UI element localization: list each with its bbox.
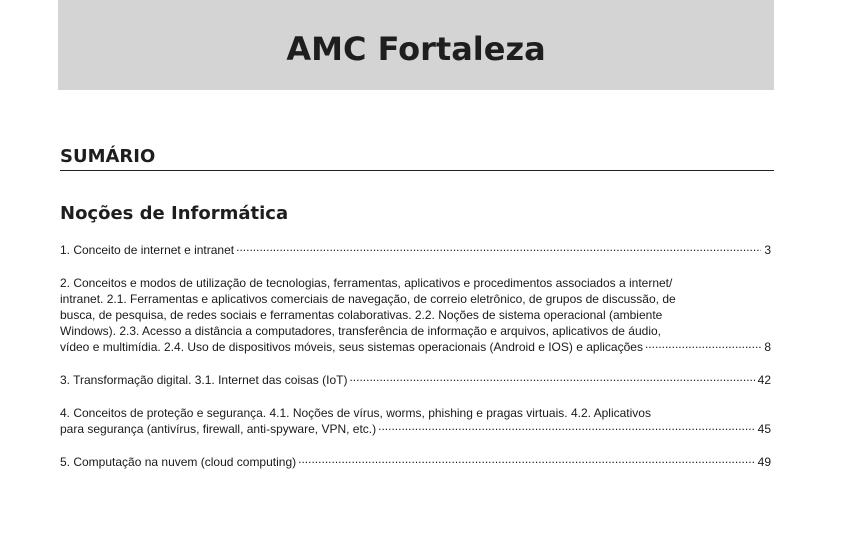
toc-entry-line: busca, de pesquisa, de redes sociais e ferramentas colaborativas. 2.2. Noções de sistema operacional (ambiente (60, 308, 663, 322)
toc-page-number: 8 (764, 340, 771, 354)
summary-heading-label: SUMÁRIO (60, 146, 156, 167)
toc-entry-text: vídeo e multimídia. 2.4. Uso de dispositivos móveis, seus sistemas operacionais (Android e IOS) e aplicações (60, 340, 643, 354)
toc-entry[interactable] (60, 275, 771, 355)
section-title: Noções de Informática (60, 203, 289, 224)
dot-leader (349, 372, 754, 384)
toc-entry-text: 1. Conceito de internet e intranet (60, 243, 235, 257)
document-title: AMC Fortaleza (286, 30, 546, 68)
toc-entry-line (60, 242, 771, 258)
dot-leader (236, 242, 761, 254)
toc-entry-text: para segurança (antivírus, firewall, anti-spyware, VPN, etc.) (60, 422, 377, 436)
toc-entry[interactable] (60, 454, 771, 470)
toc-entry-text: 5. Computação na nuvem (cloud computing) (60, 455, 297, 469)
toc-entry-line (60, 421, 771, 437)
toc-entry-line (60, 454, 771, 470)
summary-heading (60, 146, 774, 171)
toc-entry[interactable] (60, 242, 771, 258)
toc-entry-text: 3. Transformação digital. 3.1. Internet das coisas (IoT) (60, 373, 348, 387)
table-of-contents (60, 242, 771, 470)
toc-entry-line: intranet. 2.1. Ferramentas e aplicativos comerciais de navegação, de correio eletrônico, de grupos de discussão, de (60, 292, 676, 306)
toc-entry[interactable] (60, 372, 771, 388)
dot-leader (298, 454, 755, 466)
toc-page-number: 42 (757, 373, 771, 387)
toc-page-number: 45 (757, 422, 771, 436)
toc-entry-line (60, 339, 771, 355)
dot-leader (378, 421, 755, 433)
toc-entry-line: Windows). 2.3. Acesso a distância a computadores, transferência de informação e arquivos, aplicativos de áudio, (60, 324, 661, 338)
toc-page-number: 49 (757, 455, 771, 469)
toc-page-number: 3 (764, 243, 771, 257)
toc-entry-line: 2. Conceitos e modos de utilização de tecnologias, ferramentas, aplicativos e procedimentos associados a internet/ (60, 276, 673, 290)
toc-entry[interactable] (60, 405, 771, 437)
dot-leader (645, 339, 761, 351)
toc-entry-line: 4. Conceitos de proteção e segurança. 4.1. Noções de vírus, worms, phishing e pragas virtuais. 4.2. Aplicativos (60, 406, 651, 420)
toc-entry-line (60, 372, 771, 388)
header-band (58, 0, 774, 90)
